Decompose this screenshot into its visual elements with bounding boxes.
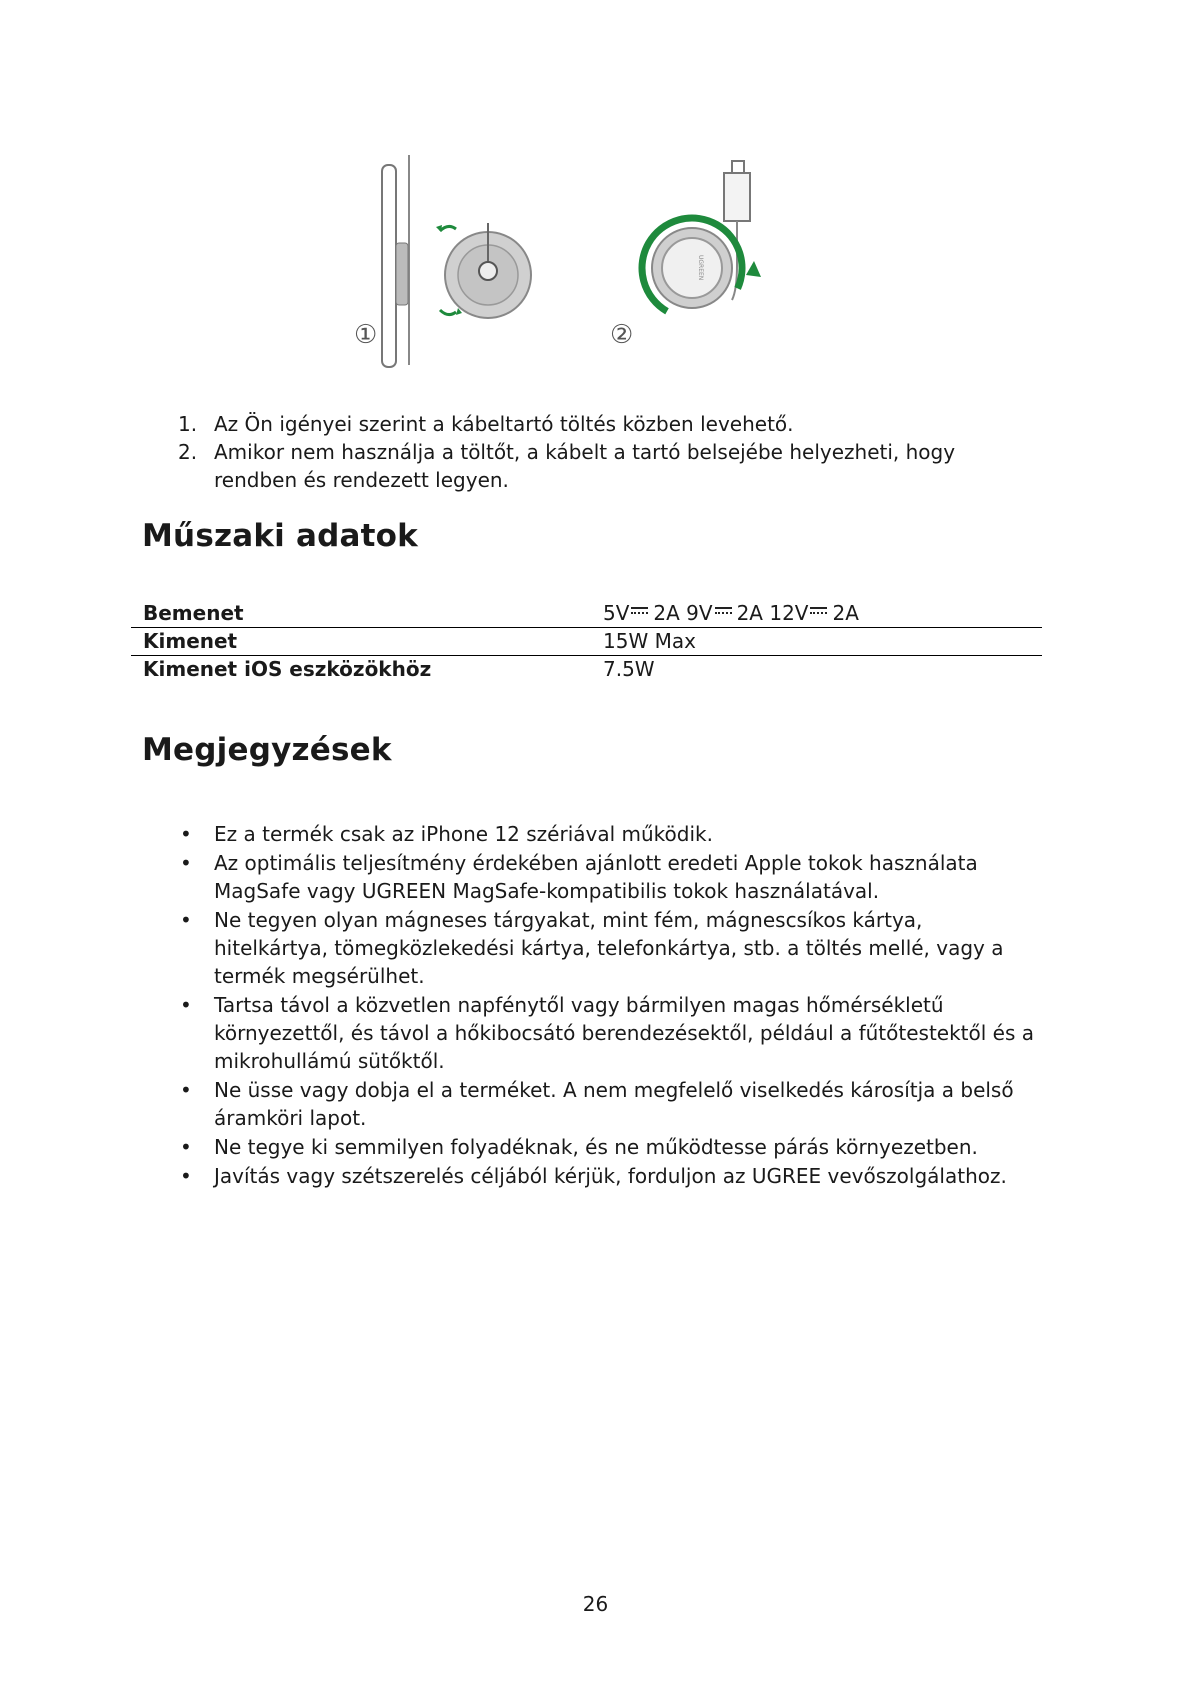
brand-label: UGREEN: [697, 255, 704, 281]
bullet-icon: •: [180, 993, 192, 1017]
spec-value: [591, 600, 1042, 628]
charger-usage-illustration: [354, 155, 840, 385]
specs-heading: Műszaki adatok: [142, 518, 418, 554]
notes-heading: Megjegyzések: [142, 732, 392, 768]
spec-key: Kimenet: [131, 628, 591, 656]
list-item: [142, 438, 1042, 494]
list-item-text: Ne tegye ki semmilyen folyadéknak, és ne működtesse párás környezetben.: [214, 1135, 978, 1159]
spec-value-part: 2A 12V: [736, 601, 809, 625]
spec-value-part: 2A 9V: [653, 601, 713, 625]
list-item-text: Ez a termék csak az iPhone 12 szériával működik.: [214, 822, 713, 846]
table-row: [131, 656, 1042, 684]
spec-value: 7.5W: [603, 657, 655, 681]
list-number: 1.: [178, 412, 198, 436]
list-item-text: Ne üsse vagy dobja el a terméket. A nem megfelelő viselkedés károsítja a belső áramköri lapot.: [214, 1078, 1014, 1130]
list-item: [142, 1133, 1042, 1161]
spec-value-part: 5V: [603, 601, 630, 625]
step-2-marker: ②: [610, 320, 634, 350]
list-item-text: Az optimális teljesítmény érdekében ajánlott eredeti Apple tokok használata MagSafe vagy UGREEN MagSafe-kompatibilis tokok használatával.: [214, 851, 978, 903]
spec-value-part: 2A: [832, 601, 859, 625]
list-item-text: Tartsa távol a közvetlen napfénytől vagy bármilyen magas hőmérsékletű környezettől, és távol a hőkibocsátó berendezésektől, például a fűtőtestektől és a mikrohullámú sütőktől.: [214, 993, 1035, 1073]
bullet-icon: •: [180, 1135, 192, 1159]
phone-side-outline: [382, 165, 396, 367]
list-number: 2.: [178, 440, 198, 464]
figure-step-2: [610, 161, 761, 350]
list-item: [142, 1162, 1042, 1190]
notes-list: [142, 820, 1042, 1191]
bullet-icon: •: [180, 1078, 192, 1102]
spec-value: 15W Max: [591, 628, 1042, 656]
spec-key: Bemenet: [131, 600, 591, 628]
charger-face: [662, 238, 722, 298]
list-item: [142, 906, 1042, 990]
list-item-text: Ne tegyen olyan mágneses tárgyakat, mint fém, mágnescsíkos kártya, hitelkártya, tömegközlekedési kártya, telefonkártya, stb. a töltés mellé, vagy a termék megsérülhet.: [214, 908, 1004, 988]
dc-symbol-icon: [715, 607, 732, 617]
list-item-text: Javítás vagy szétszerelés céljából kérjük, forduljon az UGREE vevőszolgálathoz.: [214, 1164, 1007, 1188]
dc-symbol-icon: [631, 607, 648, 617]
spec-key: Kimenet iOS eszközökhöz: [143, 657, 432, 681]
list-item: [142, 1076, 1042, 1132]
cable-line: [732, 221, 737, 300]
specs-table: [131, 600, 1042, 683]
arrow-head-icon: [436, 225, 442, 232]
arrow-head-icon: [746, 261, 761, 277]
list-item: [142, 410, 1042, 438]
bullet-icon: •: [180, 908, 192, 932]
list-item: [142, 991, 1042, 1075]
bullet-icon: •: [180, 822, 192, 846]
page-number: 26: [582, 1592, 609, 1616]
rotate-arrow-icon: [440, 226, 456, 231]
holder-clip: [396, 243, 408, 305]
charger-connector: [479, 262, 497, 280]
plug-tip: [732, 161, 744, 173]
rotate-arrow-icon: [440, 310, 456, 315]
table-row: [131, 600, 1042, 628]
list-item: [142, 820, 1042, 848]
usb-plug: [724, 173, 750, 221]
table-row: [131, 628, 1042, 656]
step-1-marker: ①: [354, 320, 378, 350]
dc-symbol-icon: [810, 607, 827, 617]
list-item-text: Amikor nem használja a töltőt, a kábelt a tartó belsejébe helyezheti, hogy rendben és rendezett legyen.: [214, 440, 956, 492]
bullet-icon: •: [180, 1164, 192, 1188]
list-item-text: Az Ön igényei szerint a kábeltartó töltés közben levehető.: [214, 412, 794, 436]
bullet-icon: •: [180, 851, 192, 875]
figure-step-1: [354, 155, 531, 367]
usage-steps-list: [142, 410, 1042, 494]
list-item: [142, 849, 1042, 905]
